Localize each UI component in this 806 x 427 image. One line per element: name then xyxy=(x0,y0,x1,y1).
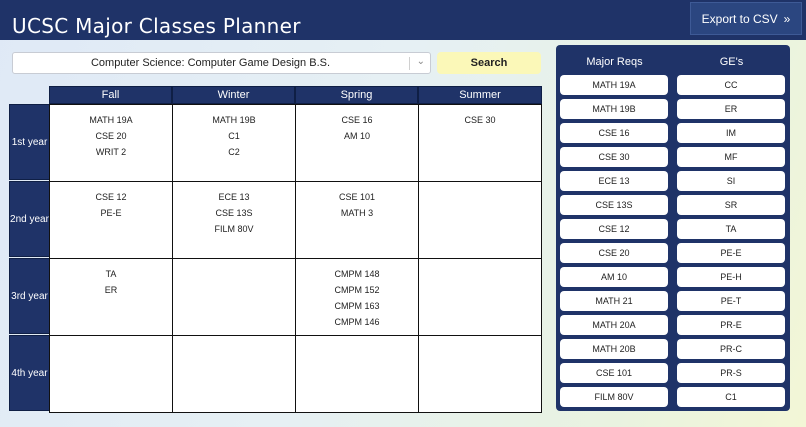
major-req-button[interactable]: CSE 20 xyxy=(560,243,668,263)
course-entry[interactable]: ER xyxy=(104,285,118,295)
course-entry[interactable]: CMPM 152 xyxy=(334,285,380,295)
major-select-value: Computer Science: Computer Game Design B.S. xyxy=(90,57,331,69)
ge-button[interactable]: PR-C xyxy=(677,339,785,359)
course-entry[interactable]: CSE 13S xyxy=(215,208,253,218)
course-entry[interactable]: AM 10 xyxy=(343,131,370,141)
course-entry[interactable]: WRIT 2 xyxy=(95,147,127,157)
planner-cell-spring-year-1[interactable] xyxy=(295,104,419,182)
ge-button[interactable]: ER xyxy=(677,99,785,119)
major-req-button[interactable]: MATH 20B xyxy=(560,339,668,359)
quarter-header-fall: Fall xyxy=(49,86,172,104)
ges-heading: GE's xyxy=(719,56,744,68)
major-reqs-heading: Major Reqs xyxy=(586,56,643,68)
ge-button[interactable]: TA xyxy=(677,219,785,239)
planner-cell-winter-year-2[interactable] xyxy=(172,181,296,259)
planner-cell-fall-year-4[interactable] xyxy=(49,335,173,413)
course-entry[interactable]: CSE 20 xyxy=(95,131,127,141)
course-entry[interactable]: CSE 12 xyxy=(95,192,127,202)
course-entry[interactable]: MATH 19A xyxy=(89,115,133,125)
ge-button[interactable]: PE-T xyxy=(677,291,785,311)
major-select[interactable] xyxy=(12,52,431,74)
major-req-button[interactable]: MATH 20A xyxy=(560,315,668,335)
course-entry[interactable]: CSE 30 xyxy=(464,115,496,125)
major-req-button[interactable]: CSE 13S xyxy=(560,195,668,215)
course-entry[interactable]: TA xyxy=(105,269,117,279)
course-entry[interactable]: CSE 101 xyxy=(338,192,376,202)
planner-cell-summer-year-2[interactable] xyxy=(418,181,542,259)
planner-cell-winter-year-1[interactable] xyxy=(172,104,296,182)
ge-button[interactable]: PE-H xyxy=(677,267,785,287)
select-divider xyxy=(409,57,410,70)
year-header-3: 3rd year xyxy=(9,258,50,334)
course-entry[interactable]: CSE 16 xyxy=(341,115,373,125)
export-csv-button[interactable] xyxy=(690,2,802,35)
quarter-header-winter: Winter xyxy=(172,86,295,104)
major-req-button[interactable]: MATH 19B xyxy=(560,99,668,119)
course-entry[interactable]: C2 xyxy=(228,147,240,157)
ge-button[interactable]: IM xyxy=(677,123,785,143)
major-req-button[interactable]: CSE 12 xyxy=(560,219,668,239)
ge-button[interactable]: SI xyxy=(677,171,785,191)
double-chevron-right-icon: » xyxy=(783,11,791,26)
course-entry[interactable]: FILM 80V xyxy=(214,224,254,234)
app-title: UCSC Major Classes Planner xyxy=(12,14,301,38)
planner-cell-spring-year-3[interactable] xyxy=(295,258,419,336)
course-entry[interactable]: MATH 19B xyxy=(212,115,256,125)
major-req-button[interactable]: MATH 21 xyxy=(560,291,668,311)
major-req-button[interactable]: CSE 30 xyxy=(560,147,668,167)
planner-cell-winter-year-4[interactable] xyxy=(172,335,296,413)
major-req-button[interactable]: CSE 16 xyxy=(560,123,668,143)
ge-button[interactable]: SR xyxy=(677,195,785,215)
course-entry[interactable]: CMPM 146 xyxy=(334,317,380,327)
ge-button[interactable]: CC xyxy=(677,75,785,95)
planner-cell-fall-year-3[interactable] xyxy=(49,258,173,336)
ge-button[interactable]: MF xyxy=(677,147,785,167)
search-button[interactable]: Search xyxy=(437,52,541,74)
quarter-header-summer: Summer xyxy=(418,86,542,104)
ge-button[interactable]: C1 xyxy=(677,387,785,407)
planner-cell-spring-year-4[interactable] xyxy=(295,335,419,413)
course-entry[interactable]: C1 xyxy=(228,131,240,141)
chevron-down-icon[interactable]: ⌄ xyxy=(416,56,425,67)
export-label: Export to CSV xyxy=(701,11,778,26)
course-entry[interactable]: CMPM 148 xyxy=(334,269,380,279)
planner-cell-winter-year-3[interactable] xyxy=(172,258,296,336)
year-header-2: 2nd year xyxy=(9,181,50,257)
requirements-panel xyxy=(556,45,790,411)
course-entry[interactable]: PE-E xyxy=(100,208,122,218)
major-req-button[interactable]: CSE 101 xyxy=(560,363,668,383)
year-header-1: 1st year xyxy=(9,104,50,180)
ge-button[interactable]: PR-E xyxy=(677,315,785,335)
planner-cell-fall-year-1[interactable] xyxy=(49,104,173,182)
planner-cell-fall-year-2[interactable] xyxy=(49,181,173,259)
ge-button[interactable]: PR-S xyxy=(677,363,785,383)
major-req-button[interactable]: AM 10 xyxy=(560,267,668,287)
app-header xyxy=(0,0,806,40)
planner-cell-summer-year-1[interactable] xyxy=(418,104,542,182)
planner-cell-summer-year-3[interactable] xyxy=(418,258,542,336)
year-header-4: 4th year xyxy=(9,335,50,411)
course-entry[interactable]: ECE 13 xyxy=(218,192,250,202)
major-req-button[interactable]: ECE 13 xyxy=(560,171,668,191)
planner-cell-summer-year-4[interactable] xyxy=(418,335,542,413)
major-req-button[interactable]: FILM 80V xyxy=(560,387,668,407)
planner-cell-spring-year-2[interactable] xyxy=(295,181,419,259)
course-entry[interactable]: MATH 3 xyxy=(340,208,374,218)
quarter-header-spring: Spring xyxy=(295,86,418,104)
course-entry[interactable]: CMPM 163 xyxy=(334,301,380,311)
major-req-button[interactable]: MATH 19A xyxy=(560,75,668,95)
ge-button[interactable]: PE-E xyxy=(677,243,785,263)
